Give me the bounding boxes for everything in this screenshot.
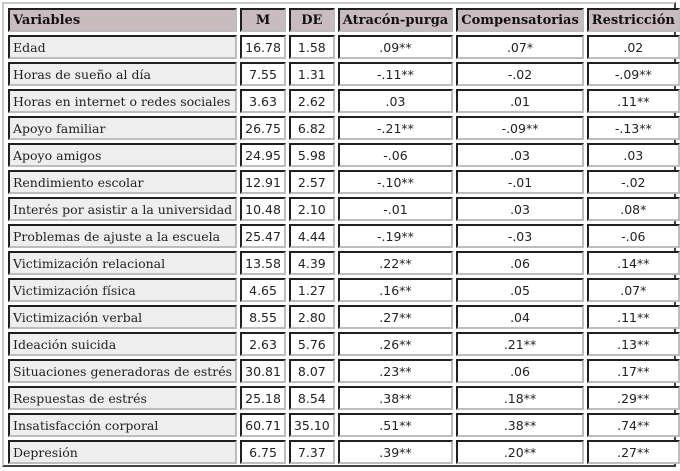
cell-restriccion: .74** — [587, 413, 680, 437]
table-row — [8, 89, 680, 113]
cell-de: 2.80 — [289, 305, 335, 329]
cell-m: 26.75 — [240, 116, 286, 140]
cell-m: 30.81 — [240, 359, 286, 383]
cell-atracon-purga: -.19** — [338, 224, 453, 248]
cell-variable: Ideación suicida — [8, 332, 237, 356]
cell-variable: Rendimiento escolar — [8, 170, 237, 194]
cell-restriccion: .13** — [587, 332, 680, 356]
cell-m: 3.63 — [240, 89, 286, 113]
table-row — [8, 197, 680, 221]
cell-restriccion: .02 — [587, 35, 680, 59]
cell-de: 5.98 — [289, 143, 335, 167]
cell-variable: Horas de sueño al día — [8, 62, 237, 86]
cell-de: 4.44 — [289, 224, 335, 248]
cell-atracon-purga: -.11** — [338, 62, 453, 86]
cell-restriccion: -.09** — [587, 62, 680, 86]
cell-restriccion: .03 — [587, 143, 680, 167]
cell-de: 1.31 — [289, 62, 335, 86]
cell-de: 8.07 — [289, 359, 335, 383]
cell-restriccion: .29** — [587, 386, 680, 410]
table-row — [8, 143, 680, 167]
table-row — [8, 332, 680, 356]
cell-compensatorias: .07* — [456, 35, 584, 59]
cell-atracon-purga: -.06 — [338, 143, 453, 167]
cell-atracon-purga: -.10** — [338, 170, 453, 194]
table-row — [8, 35, 680, 59]
cell-variable: Problemas de ajuste a la escuela — [8, 224, 237, 248]
cell-compensatorias: -.03 — [456, 224, 584, 248]
cell-restriccion: .14** — [587, 251, 680, 275]
header-compensatorias: Compensatorias — [456, 8, 584, 32]
table-row — [8, 251, 680, 275]
cell-compensatorias: .20** — [456, 440, 584, 464]
cell-variable: Horas en internet o redes sociales — [8, 89, 237, 113]
table-row — [8, 305, 680, 329]
cell-de: 2.62 — [289, 89, 335, 113]
cell-m: 8.55 — [240, 305, 286, 329]
cell-m: 4.65 — [240, 278, 286, 302]
cell-m: 16.78 — [240, 35, 286, 59]
table-row — [8, 386, 680, 410]
cell-variable: Situaciones generadoras de estrés — [8, 359, 237, 383]
table-row — [8, 170, 680, 194]
header-de: DE — [289, 8, 335, 32]
table-row — [8, 116, 680, 140]
cell-restriccion: .07* — [587, 278, 680, 302]
cell-de: 2.10 — [289, 197, 335, 221]
cell-de: 7.37 — [289, 440, 335, 464]
cell-atracon-purga: .39** — [338, 440, 453, 464]
cell-de: 4.39 — [289, 251, 335, 275]
header-atracon-purga: Atracón-purga — [338, 8, 453, 32]
cell-m: 60.71 — [240, 413, 286, 437]
cell-restriccion: .11** — [587, 89, 680, 113]
cell-variable: Apoyo familiar — [8, 116, 237, 140]
cell-compensatorias: .06 — [456, 251, 584, 275]
cell-m: 13.58 — [240, 251, 286, 275]
cell-m: 24.95 — [240, 143, 286, 167]
cell-restriccion: .17** — [587, 359, 680, 383]
cell-m: 7.55 — [240, 62, 286, 86]
cell-m: 12.91 — [240, 170, 286, 194]
cell-variable: Victimización física — [8, 278, 237, 302]
table-row — [8, 278, 680, 302]
cell-de: 2.57 — [289, 170, 335, 194]
correlation-table — [5, 5, 680, 467]
cell-restriccion: .11** — [587, 305, 680, 329]
header-m: M — [240, 8, 286, 32]
cell-atracon-purga: -.01 — [338, 197, 453, 221]
cell-restriccion: -.06 — [587, 224, 680, 248]
cell-m: 25.18 — [240, 386, 286, 410]
cell-restriccion: -.13** — [587, 116, 680, 140]
cell-atracon-purga: .38** — [338, 386, 453, 410]
cell-compensatorias: .01 — [456, 89, 584, 113]
cell-restriccion: -.02 — [587, 170, 680, 194]
cell-variable: Interés por asistir a la universidad — [8, 197, 237, 221]
cell-variable: Apoyo amigos — [8, 143, 237, 167]
cell-compensatorias: -.09** — [456, 116, 584, 140]
table-row — [8, 62, 680, 86]
cell-atracon-purga: .03 — [338, 89, 453, 113]
cell-de: 35.10 — [289, 413, 335, 437]
cell-variable: Edad — [8, 35, 237, 59]
cell-compensatorias: -.01 — [456, 170, 584, 194]
table-row — [8, 224, 680, 248]
cell-atracon-purga: .09** — [338, 35, 453, 59]
cell-compensatorias: .18** — [456, 386, 584, 410]
header-restriccion: Restricción — [587, 8, 680, 32]
cell-compensatorias: .21** — [456, 332, 584, 356]
cell-variable: Insatisfacción corporal — [8, 413, 237, 437]
cell-variable: Victimización verbal — [8, 305, 237, 329]
cell-compensatorias: -.02 — [456, 62, 584, 86]
cell-compensatorias: .03 — [456, 197, 584, 221]
cell-restriccion: .27** — [587, 440, 680, 464]
cell-atracon-purga: -.21** — [338, 116, 453, 140]
cell-variable: Victimización relacional — [8, 251, 237, 275]
cell-atracon-purga: .51** — [338, 413, 453, 437]
cell-compensatorias: .06 — [456, 359, 584, 383]
cell-atracon-purga: .16** — [338, 278, 453, 302]
header-variables: Variables — [8, 8, 237, 32]
cell-de: 5.76 — [289, 332, 335, 356]
cell-variable: Respuestas de estrés — [8, 386, 237, 410]
cell-compensatorias: .38** — [456, 413, 584, 437]
cell-de: 8.54 — [289, 386, 335, 410]
cell-de: 6.82 — [289, 116, 335, 140]
cell-de: 1.27 — [289, 278, 335, 302]
header-row — [8, 8, 680, 32]
cell-restriccion: .08* — [587, 197, 680, 221]
cell-atracon-purga: .23** — [338, 359, 453, 383]
cell-m: 10.48 — [240, 197, 286, 221]
table-frame — [2, 2, 676, 467]
table-row — [8, 413, 680, 437]
table-row — [8, 359, 680, 383]
cell-compensatorias: .05 — [456, 278, 584, 302]
cell-compensatorias: .03 — [456, 143, 584, 167]
cell-m: 25.47 — [240, 224, 286, 248]
cell-variable: Depresión — [8, 440, 237, 464]
cell-compensatorias: .04 — [456, 305, 584, 329]
cell-atracon-purga: .26** — [338, 332, 453, 356]
cell-m: 6.75 — [240, 440, 286, 464]
cell-atracon-purga: .22** — [338, 251, 453, 275]
cell-de: 1.58 — [289, 35, 335, 59]
cell-atracon-purga: .27** — [338, 305, 453, 329]
cell-m: 2.63 — [240, 332, 286, 356]
table-row — [8, 440, 680, 464]
